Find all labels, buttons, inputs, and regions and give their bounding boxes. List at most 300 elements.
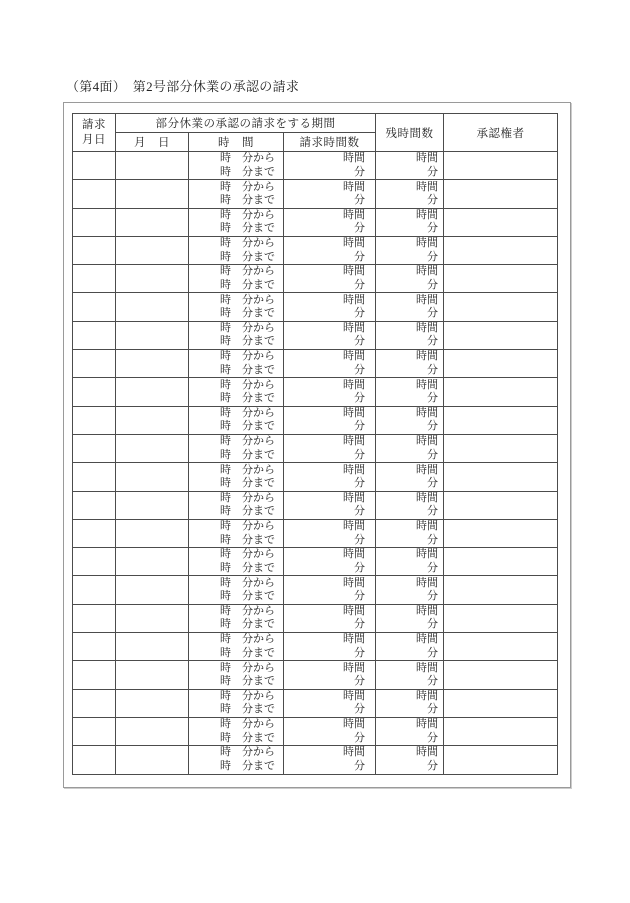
time-from-label: 時 分から [220, 180, 275, 193]
requested-hours-label: 時間 [343, 520, 366, 533]
time-to-label: 時 分まで [220, 590, 275, 603]
requested-minutes-label: 分 [354, 476, 366, 489]
cell-time [189, 378, 284, 406]
cell-approver [444, 265, 558, 293]
cell-request-date [73, 746, 116, 774]
remaining-minutes-label: 分 [427, 335, 439, 348]
request-rows [73, 152, 558, 775]
requested-hours-label: 時間 [343, 208, 366, 221]
cell-request-date [73, 293, 116, 321]
requested-minutes-label: 分 [354, 392, 366, 405]
time-to-label: 時 分まで [220, 533, 275, 546]
time-from-label: 時 分から [220, 265, 275, 278]
requested-minutes-label: 分 [354, 222, 366, 235]
requested-hours-label: 時間 [343, 463, 366, 476]
request-row [73, 378, 558, 406]
cell-approver [444, 152, 558, 180]
cell-time [189, 633, 284, 661]
request-row [73, 236, 558, 264]
cell-requested-hours [284, 604, 376, 632]
cell-remaining-hours [376, 604, 444, 632]
cell-time [189, 746, 284, 774]
time-to-label: 時 分まで [220, 193, 275, 206]
cell-approver [444, 661, 558, 689]
header-request-date-line2: 月日 [82, 133, 106, 146]
cell-time [189, 519, 284, 547]
time-to-label: 時 分まで [220, 759, 275, 772]
cell-approver [444, 180, 558, 208]
remaining-hours-label: 時間 [416, 576, 439, 589]
cell-month-day [116, 519, 189, 547]
request-row [73, 633, 558, 661]
header-period-group: 部分休業の承認の請求をする期間 [116, 114, 376, 133]
time-to-label: 時 分まで [220, 731, 275, 744]
time-from-label: 時 分から [220, 604, 275, 617]
remaining-minutes-label: 分 [427, 363, 439, 376]
cell-request-date [73, 689, 116, 717]
cell-time [189, 463, 284, 491]
table-header [73, 114, 558, 152]
cell-remaining-hours [376, 180, 444, 208]
remaining-minutes-label: 分 [427, 618, 439, 631]
cell-month-day [116, 265, 189, 293]
cell-approver [444, 434, 558, 462]
cell-month-day [116, 321, 189, 349]
cell-requested-hours [284, 434, 376, 462]
cell-time [189, 236, 284, 264]
requested-hours-label: 時間 [343, 661, 366, 674]
requested-minutes-label: 分 [354, 759, 366, 772]
cell-approver [444, 406, 558, 434]
time-from-label: 時 分から [220, 152, 275, 165]
time-to-label: 時 分まで [220, 392, 275, 405]
requested-hours-label: 時間 [343, 746, 366, 759]
time-from-label: 時 分から [220, 237, 275, 250]
remaining-minutes-label: 分 [427, 250, 439, 263]
remaining-minutes-label: 分 [427, 590, 439, 603]
cell-approver [444, 293, 558, 321]
cell-request-date [73, 265, 116, 293]
requested-minutes-label: 分 [354, 533, 366, 546]
time-from-label: 時 分から [220, 718, 275, 731]
cell-approver [444, 576, 558, 604]
cell-time [189, 180, 284, 208]
cell-request-date [73, 633, 116, 661]
requested-hours-label: 時間 [343, 576, 366, 589]
cell-time [189, 406, 284, 434]
remaining-hours-label: 時間 [416, 435, 439, 448]
cell-month-day [116, 180, 189, 208]
requested-minutes-label: 分 [354, 703, 366, 716]
cell-approver [444, 689, 558, 717]
cell-approver [444, 491, 558, 519]
cell-remaining-hours [376, 689, 444, 717]
requested-hours-label: 時間 [343, 718, 366, 731]
requested-hours-label: 時間 [343, 689, 366, 702]
time-from-label: 時 分から [220, 322, 275, 335]
requested-minutes-label: 分 [354, 420, 366, 433]
cell-month-day [116, 491, 189, 519]
request-row [73, 548, 558, 576]
requested-hours-label: 時間 [343, 435, 366, 448]
cell-time [189, 265, 284, 293]
cell-requested-hours [284, 406, 376, 434]
cell-month-day [116, 463, 189, 491]
cell-remaining-hours [376, 633, 444, 661]
page-title: （第4面） 第2号部分休業の承認の請求 [66, 79, 300, 94]
cell-remaining-hours [376, 378, 444, 406]
remaining-minutes-label: 分 [427, 476, 439, 489]
remaining-hours-label: 時間 [416, 689, 439, 702]
remaining-hours-label: 時間 [416, 661, 439, 674]
time-from-label: 時 分から [220, 463, 275, 476]
request-row [73, 152, 558, 180]
requested-minutes-label: 分 [354, 307, 366, 320]
cell-time [189, 152, 284, 180]
remaining-hours-label: 時間 [416, 520, 439, 533]
remaining-hours-label: 時間 [416, 491, 439, 504]
time-to-label: 時 分まで [220, 278, 275, 291]
time-from-label: 時 分から [220, 491, 275, 504]
cell-requested-hours [284, 463, 376, 491]
time-to-label: 時 分まで [220, 420, 275, 433]
cell-requested-hours [284, 491, 376, 519]
cell-approver [444, 208, 558, 236]
header-approver: 承認権者 [444, 114, 558, 152]
requested-minutes-label: 分 [354, 165, 366, 178]
cell-requested-hours [284, 717, 376, 745]
remaining-hours-label: 時間 [416, 406, 439, 419]
cell-requested-hours [284, 689, 376, 717]
cell-time [189, 491, 284, 519]
requested-minutes-label: 分 [354, 448, 366, 461]
remaining-hours-label: 時間 [416, 548, 439, 561]
requested-minutes-label: 分 [354, 335, 366, 348]
cell-remaining-hours [376, 350, 444, 378]
cell-month-day [116, 717, 189, 745]
remaining-hours-label: 時間 [416, 718, 439, 731]
cell-request-date [73, 321, 116, 349]
remaining-minutes-label: 分 [427, 674, 439, 687]
cell-remaining-hours [376, 265, 444, 293]
cell-time [189, 208, 284, 236]
cell-month-day [116, 548, 189, 576]
remaining-minutes-label: 分 [427, 561, 439, 574]
request-row [73, 265, 558, 293]
time-from-label: 時 分から [220, 689, 275, 702]
remaining-hours-label: 時間 [416, 463, 439, 476]
cell-approver [444, 378, 558, 406]
remaining-hours-label: 時間 [416, 322, 439, 335]
remaining-minutes-label: 分 [427, 222, 439, 235]
time-to-label: 時 分まで [220, 250, 275, 263]
remaining-minutes-label: 分 [427, 703, 439, 716]
time-to-label: 時 分まで [220, 307, 275, 320]
remaining-hours-label: 時間 [416, 265, 439, 278]
remaining-minutes-label: 分 [427, 731, 439, 744]
cell-month-day [116, 661, 189, 689]
request-row [73, 293, 558, 321]
cell-requested-hours [284, 576, 376, 604]
cell-month-day [116, 746, 189, 774]
remaining-hours-label: 時間 [416, 152, 439, 165]
cell-request-date [73, 434, 116, 462]
remaining-minutes-label: 分 [427, 307, 439, 320]
requested-hours-label: 時間 [343, 633, 366, 646]
time-from-label: 時 分から [220, 208, 275, 221]
request-row [73, 717, 558, 745]
cell-request-date [73, 236, 116, 264]
cell-month-day [116, 293, 189, 321]
cell-remaining-hours [376, 293, 444, 321]
requested-hours-label: 時間 [343, 152, 366, 165]
requested-hours-label: 時間 [343, 378, 366, 391]
request-row [73, 321, 558, 349]
cell-remaining-hours [376, 717, 444, 745]
cell-requested-hours [284, 321, 376, 349]
header-requested-hours: 請求時間数 [284, 133, 376, 152]
request-row [73, 350, 558, 378]
cell-requested-hours [284, 661, 376, 689]
request-row [73, 661, 558, 689]
remaining-hours-label: 時間 [416, 350, 439, 363]
cell-remaining-hours [376, 208, 444, 236]
time-to-label: 時 分まで [220, 618, 275, 631]
cell-remaining-hours [376, 491, 444, 519]
cell-month-day [116, 378, 189, 406]
time-from-label: 時 分から [220, 293, 275, 306]
cell-approver [444, 717, 558, 745]
cell-remaining-hours [376, 236, 444, 264]
header-row-1 [73, 114, 558, 133]
cell-request-date [73, 576, 116, 604]
cell-time [189, 321, 284, 349]
request-row [73, 604, 558, 632]
cell-remaining-hours [376, 576, 444, 604]
header-month-day: 月 日 [116, 133, 189, 152]
remaining-minutes-label: 分 [427, 448, 439, 461]
time-from-label: 時 分から [220, 661, 275, 674]
remaining-hours-label: 時間 [416, 633, 439, 646]
header-remaining-hours: 残時間数 [376, 114, 444, 152]
cell-time [189, 548, 284, 576]
cell-remaining-hours [376, 152, 444, 180]
requested-hours-label: 時間 [343, 265, 366, 278]
cell-request-date [73, 717, 116, 745]
requested-hours-label: 時間 [343, 237, 366, 250]
form-outer-border [63, 102, 571, 788]
cell-approver [444, 604, 558, 632]
remaining-minutes-label: 分 [427, 759, 439, 772]
request-row [73, 208, 558, 236]
remaining-minutes-label: 分 [427, 165, 439, 178]
requested-hours-label: 時間 [343, 548, 366, 561]
cell-requested-hours [284, 236, 376, 264]
remaining-hours-label: 時間 [416, 208, 439, 221]
cell-request-date [73, 661, 116, 689]
cell-request-date [73, 519, 116, 547]
cell-month-day [116, 236, 189, 264]
time-from-label: 時 分から [220, 520, 275, 533]
remaining-minutes-label: 分 [427, 505, 439, 518]
cell-time [189, 717, 284, 745]
cell-remaining-hours [376, 661, 444, 689]
time-from-label: 時 分から [220, 576, 275, 589]
request-row [73, 689, 558, 717]
requested-minutes-label: 分 [354, 193, 366, 206]
cell-remaining-hours [376, 434, 444, 462]
cell-time [189, 576, 284, 604]
cell-month-day [116, 604, 189, 632]
requested-hours-label: 時間 [343, 604, 366, 617]
cell-request-date [73, 378, 116, 406]
cell-remaining-hours [376, 406, 444, 434]
cell-request-date [73, 152, 116, 180]
cell-requested-hours [284, 633, 376, 661]
request-row [73, 576, 558, 604]
cell-remaining-hours [376, 746, 444, 774]
time-to-label: 時 分まで [220, 674, 275, 687]
cell-month-day [116, 208, 189, 236]
header-time: 時 間 [189, 133, 284, 152]
time-from-label: 時 分から [220, 633, 275, 646]
remaining-minutes-label: 分 [427, 646, 439, 659]
requested-minutes-label: 分 [354, 278, 366, 291]
requested-hours-label: 時間 [343, 180, 366, 193]
time-to-label: 時 分まで [220, 505, 275, 518]
cell-requested-hours [284, 293, 376, 321]
cell-request-date [73, 548, 116, 576]
cell-approver [444, 519, 558, 547]
header-request-date [73, 114, 116, 152]
request-row [73, 180, 558, 208]
requested-minutes-label: 分 [354, 618, 366, 631]
remaining-hours-label: 時間 [416, 378, 439, 391]
cell-approver [444, 746, 558, 774]
cell-time [189, 293, 284, 321]
cell-requested-hours [284, 378, 376, 406]
time-to-label: 時 分まで [220, 165, 275, 178]
cell-month-day [116, 689, 189, 717]
cell-requested-hours [284, 152, 376, 180]
remaining-hours-label: 時間 [416, 746, 439, 759]
cell-approver [444, 463, 558, 491]
cell-approver [444, 548, 558, 576]
time-to-label: 時 分まで [220, 448, 275, 461]
requested-hours-label: 時間 [343, 322, 366, 335]
time-from-label: 時 分から [220, 378, 275, 391]
cell-approver [444, 350, 558, 378]
requested-minutes-label: 分 [354, 363, 366, 376]
requested-minutes-label: 分 [354, 590, 366, 603]
request-row [73, 519, 558, 547]
cell-request-date [73, 463, 116, 491]
remaining-hours-label: 時間 [416, 293, 439, 306]
cell-month-day [116, 406, 189, 434]
partial-leave-request-table [72, 113, 558, 775]
requested-hours-label: 時間 [343, 293, 366, 306]
cell-remaining-hours [376, 463, 444, 491]
remaining-minutes-label: 分 [427, 420, 439, 433]
cell-time [189, 434, 284, 462]
requested-minutes-label: 分 [354, 646, 366, 659]
requested-hours-label: 時間 [343, 491, 366, 504]
cell-month-day [116, 633, 189, 661]
remaining-hours-label: 時間 [416, 604, 439, 617]
cell-approver [444, 321, 558, 349]
cell-time [189, 350, 284, 378]
cell-requested-hours [284, 180, 376, 208]
request-row [73, 434, 558, 462]
cell-month-day [116, 350, 189, 378]
time-to-label: 時 分まで [220, 646, 275, 659]
request-row [73, 463, 558, 491]
cell-month-day [116, 152, 189, 180]
requested-minutes-label: 分 [354, 250, 366, 263]
remaining-minutes-label: 分 [427, 193, 439, 206]
cell-requested-hours [284, 548, 376, 576]
cell-requested-hours [284, 208, 376, 236]
time-to-label: 時 分まで [220, 335, 275, 348]
time-to-label: 時 分まで [220, 476, 275, 489]
time-to-label: 時 分まで [220, 561, 275, 574]
cell-time [189, 661, 284, 689]
request-row [73, 746, 558, 774]
time-from-label: 時 分から [220, 435, 275, 448]
cell-request-date [73, 350, 116, 378]
time-to-label: 時 分まで [220, 363, 275, 376]
cell-remaining-hours [376, 321, 444, 349]
time-from-label: 時 分から [220, 406, 275, 419]
cell-requested-hours [284, 746, 376, 774]
cell-requested-hours [284, 265, 376, 293]
remaining-minutes-label: 分 [427, 278, 439, 291]
requested-minutes-label: 分 [354, 731, 366, 744]
time-to-label: 時 分まで [220, 222, 275, 235]
cell-remaining-hours [376, 548, 444, 576]
time-from-label: 時 分から [220, 746, 275, 759]
request-row [73, 406, 558, 434]
cell-time [189, 604, 284, 632]
remaining-hours-label: 時間 [416, 237, 439, 250]
remaining-minutes-label: 分 [427, 533, 439, 546]
cell-requested-hours [284, 350, 376, 378]
time-from-label: 時 分から [220, 350, 275, 363]
header-request-date-line1: 請求 [82, 118, 106, 131]
cell-month-day [116, 576, 189, 604]
cell-time [189, 689, 284, 717]
cell-request-date [73, 208, 116, 236]
remaining-minutes-label: 分 [427, 392, 439, 405]
request-row [73, 491, 558, 519]
requested-minutes-label: 分 [354, 505, 366, 518]
time-to-label: 時 分まで [220, 703, 275, 716]
remaining-hours-label: 時間 [416, 180, 439, 193]
cell-request-date [73, 491, 116, 519]
cell-request-date [73, 180, 116, 208]
requested-hours-label: 時間 [343, 350, 366, 363]
time-from-label: 時 分から [220, 548, 275, 561]
cell-request-date [73, 604, 116, 632]
cell-requested-hours [284, 519, 376, 547]
requested-minutes-label: 分 [354, 674, 366, 687]
requested-hours-label: 時間 [343, 406, 366, 419]
cell-approver [444, 236, 558, 264]
cell-request-date [73, 406, 116, 434]
requested-minutes-label: 分 [354, 561, 366, 574]
cell-month-day [116, 434, 189, 462]
cell-remaining-hours [376, 519, 444, 547]
